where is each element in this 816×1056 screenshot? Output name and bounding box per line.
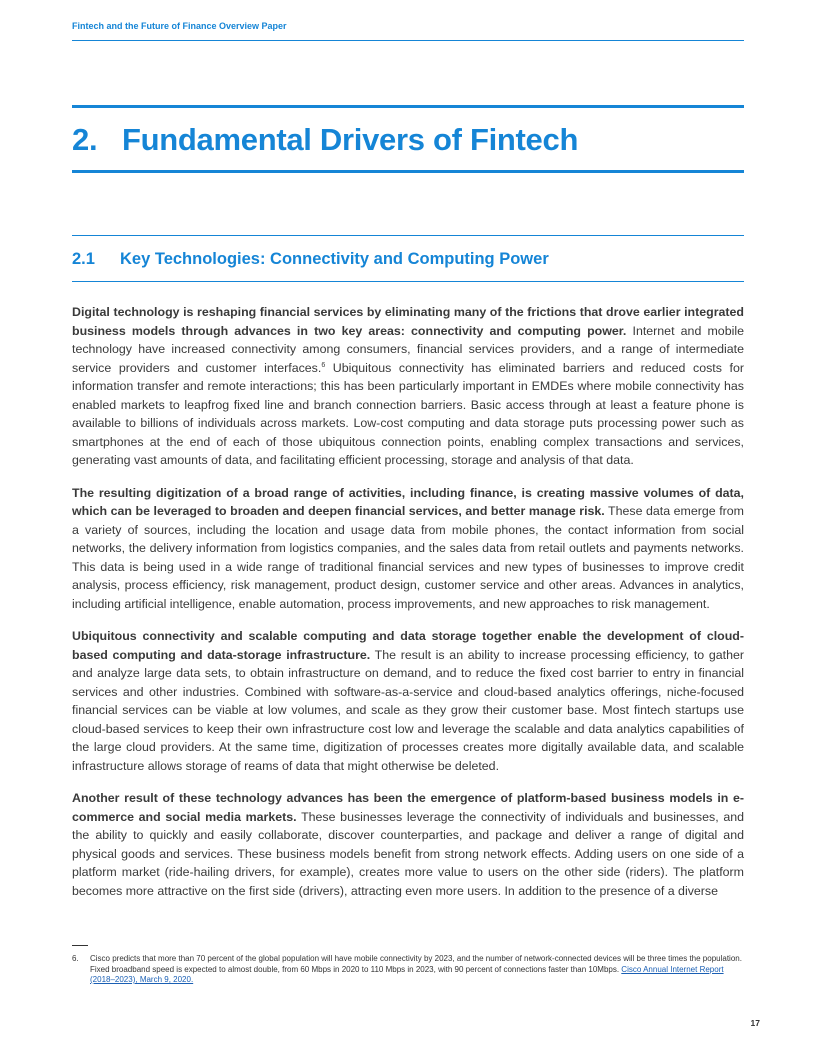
paragraph-lead: The resulting digitization of a broad range of activities, including finance, is creating massive volumes of data, which can be leveraged to broaden and deepen financial services, and better manage risk. (72, 485, 744, 518)
paragraph (72, 303, 744, 470)
chapter-title (72, 122, 578, 158)
paragraph-text: Internet and mobile technology have increased connectivity among consumers, financial services providers, and a range of intermediate service providers and customer interfaces. (72, 323, 744, 375)
section-bottom-rule (72, 281, 744, 282)
paragraph (72, 627, 744, 775)
paragraph-text: These data emerge from a variety of sources, including the location and usage data from mobile phones, the contact information from social networks, the delivery information from logistics companies, and the sales data from retail outlets and payments networks. This data is being used in a wide range of traditional financial services and new types of businesses to improve credit analysis, process efficiency, risk management, product design, customer service and other areas. Advances in analytics, including artificial intelligence, enable automation, process improvements, and new approaches to risk management. (72, 504, 744, 611)
footnote-source-link[interactable]: Cisco Annual Internet Report (2018–2023), March 9, 2020. (90, 964, 724, 984)
section-title (72, 250, 549, 269)
paragraph-text: These businesses leverage the connectivity of individuals and businesses, and the ability to quickly and easily collaborate, discover counterparties, and package and deliver a range of digital and physical goods and services. These business models benefit from strong network effects. Adding users on one side of a platform market (ride-hailing drivers, for example), creates more value to users on the other side (riders). The platform becomes more attractive on the first side (drivers), attracting even more users. In addition to the presence of a diverse (72, 809, 745, 898)
footnote-reference[interactable]: 6 (321, 361, 326, 369)
footnote (72, 954, 744, 986)
footnote-text-block (90, 954, 744, 986)
paragraph-text: The result is an ability to increase processing efficiency, to gather and analyze large data sets, to obtain infrastructure on demand, and to reduce the fixed cost barrier to entry in financial services and other industries. Combined with software-as-a-service and cloud-based analytics offerings, niche-focused financial services can be viable at low volumes, and scale as they grow their customer base. Most fintech startups use cloud-based services to keep their own infrastructure cost low and leverage the scalable and data analytics capabilities of the large cloud providers. At the same time, digitization of processes creates more digitally available data, and scalable infrastructure allows storage of reams of data that might otherwise be deleted. (72, 647, 744, 773)
page-number: 17 (750, 1018, 760, 1028)
paragraph (72, 484, 744, 614)
chapter-title-text: Fundamental Drivers of Fintech (122, 122, 579, 157)
section-top-rule (72, 235, 744, 236)
running-header: Fintech and the Future of Finance Overview Paper (72, 21, 287, 31)
chapter-top-rule (72, 105, 744, 108)
section-number: 2.1 (72, 250, 95, 268)
footnote-divider (72, 945, 88, 946)
footnote-number: 6. (72, 954, 79, 963)
paragraph-lead: Digital technology is reshaping financial services by eliminating many of the frictions that drove earlier integrated business models through advances in two key areas: connectivity and computing power. (72, 305, 744, 338)
chapter-number: 2. (72, 122, 98, 157)
paragraph-text: Ubiquitous connectivity has eliminated barriers and reduced costs for information transfer and remote interactions; this has been particularly important in EMDEs where mobile connectivity has enabled markets to leapfrog fixed line and branch connection barriers. Basic access through at least a feature phone is available to billions of individuals across markets. Low-cost computing and data storage puts processing power such as smartphones at the end of each of those ubiquitous connection points, enabling complex transactions and services, generating vast amounts of data, and facilitating efficient processing, storage and analysis of that data. (72, 360, 744, 467)
paragraph-lead: Another result of these technology advances has been the emergence of platform-based business models in e-commerce and social media markets. (72, 791, 744, 824)
body-text (72, 303, 744, 914)
paragraph (72, 789, 744, 900)
paragraph-lead: Ubiquitous connectivity and scalable computing and data storage together enable the development of cloud-based computing and data-storage infrastructure. (72, 629, 744, 662)
footnote-text: Cisco predicts that more than 70 percent of the global population will have mobile connectivity by 2023, and the number of network-connected devices will be three times the population. Fixed broadband speed is expected to almost double, from 60 Mbps in 2020 to 110 Mbps in 2023, with 90 percent of connections faster than 10Mbps. (90, 954, 742, 974)
section-title-text: Key Technologies: Connectivity and Computing Power (120, 250, 549, 268)
header-divider (72, 40, 744, 41)
chapter-bottom-rule (72, 170, 744, 173)
